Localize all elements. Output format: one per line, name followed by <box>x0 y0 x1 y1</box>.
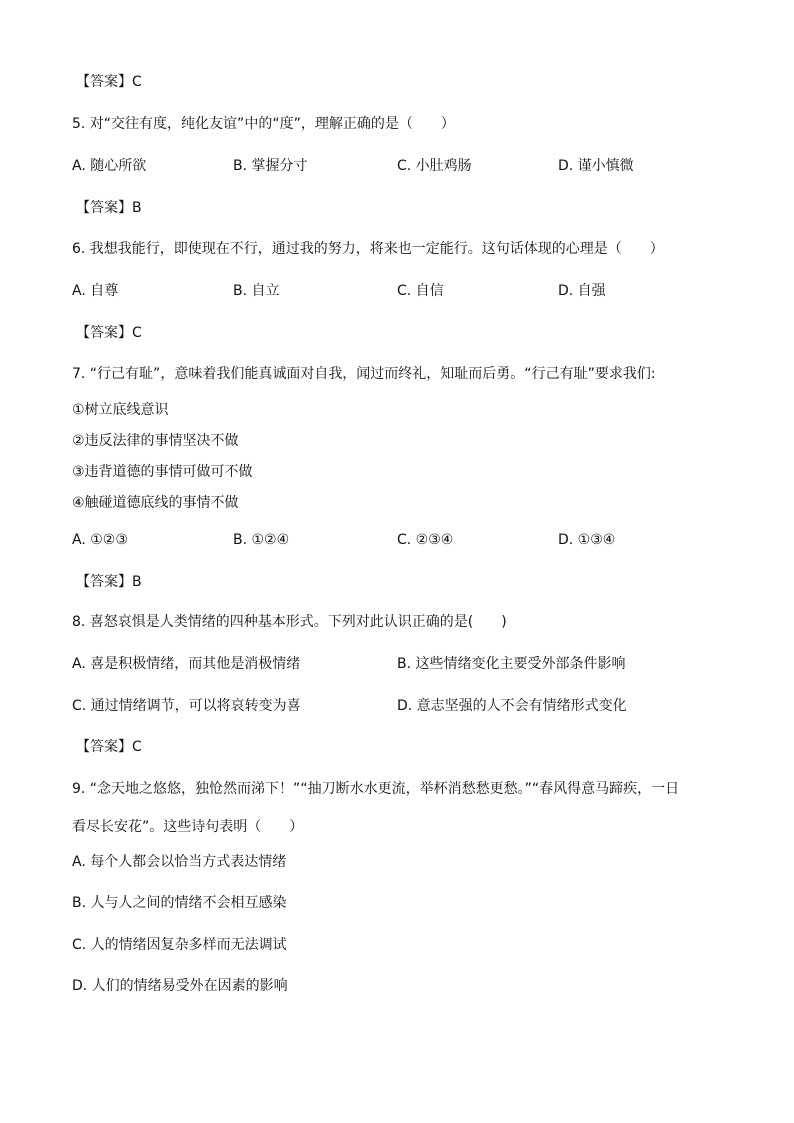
question-9-stem-line-2: 看尽长安花”。这些诗句表明（ ） <box>72 819 304 835</box>
question-6-option-d: D. 自强 <box>558 283 606 299</box>
question-7-item-2: ②违反法律的事情坚决不做 <box>72 433 239 449</box>
question-9-option-b: B. 人与人之间的情绪不会相互感染 <box>72 895 287 911</box>
answer-q7: 【答案】B <box>76 574 142 590</box>
question-8-option-a: A. 喜是积极情绪，而其他是消极情绪 <box>72 656 301 672</box>
question-8-option-c: C. 通过情绪调节，可以将哀转变为喜 <box>72 698 301 714</box>
question-5-option-d: D. 谨小慎微 <box>558 158 634 174</box>
question-7-option-a: A. ①②③ <box>72 532 128 548</box>
question-7-option-c: C. ②③④ <box>397 532 454 548</box>
answer-q5: 【答案】B <box>76 200 142 216</box>
question-6-stem: 6. 我想我能行，即使现在不行，通过我的努力，将来也一定能行。这句话体现的心理是（ ） <box>72 241 664 257</box>
question-7-stem: 7. “行己有耻”，意味着我们能真诚面对自我，闻过而终礼，知耻而后勇。“行己有耻”要求我们: <box>72 366 656 382</box>
question-9-option-c: C. 人的情绪因复杂多样而无法调试 <box>72 937 287 953</box>
question-7-item-4: ④触碰道德底线的事情不做 <box>72 495 239 511</box>
answer-q6: 【答案】C <box>76 325 142 341</box>
question-5-option-a: A. 随心所欲 <box>72 158 147 174</box>
question-6-option-c: C. 自信 <box>397 283 444 299</box>
question-7-item-1: ①树立底线意识 <box>72 402 169 418</box>
question-6-option-b: B. 自立 <box>233 283 280 299</box>
question-5-stem: 5. 对“交往有度，纯化友谊”中的“度”，理解正确的是（ ） <box>72 116 455 132</box>
question-8-option-b: B. 这些情绪变化主要受外部条件影响 <box>397 656 626 672</box>
question-6-option-a: A. 自尊 <box>72 283 119 299</box>
question-5-option-c: C. 小肚鸡肠 <box>397 158 472 174</box>
question-9-option-a: A. 每个人都会以恰当方式表达情绪 <box>72 854 287 870</box>
answer-q4: 【答案】C <box>76 74 142 90</box>
answer-q8: 【答案】C <box>76 739 142 755</box>
question-9-option-d: D. 人们的情绪易受外在因素的影响 <box>72 978 288 994</box>
question-7-option-d: D. ①③④ <box>558 532 616 548</box>
question-8-option-d: D. 意志坚强的人不会有情绪形式变化 <box>397 698 627 714</box>
question-7-item-3: ③违背道德的事情可做可不做 <box>72 464 253 480</box>
question-9-stem-line-1: 9. “念天地之悠悠，独怆然而涕下！”“抽刀断水水更流，举杯消愁愁更愁。”“春风得意马蹄疾，一日 <box>72 781 680 797</box>
question-8-stem: 8. 喜怒哀惧是人类情绪的四种基本形式。下列对此认识正确的是( ) <box>72 614 507 630</box>
question-5-option-b: B. 掌握分寸 <box>233 158 308 174</box>
question-7-option-b: B. ①②④ <box>233 532 290 548</box>
